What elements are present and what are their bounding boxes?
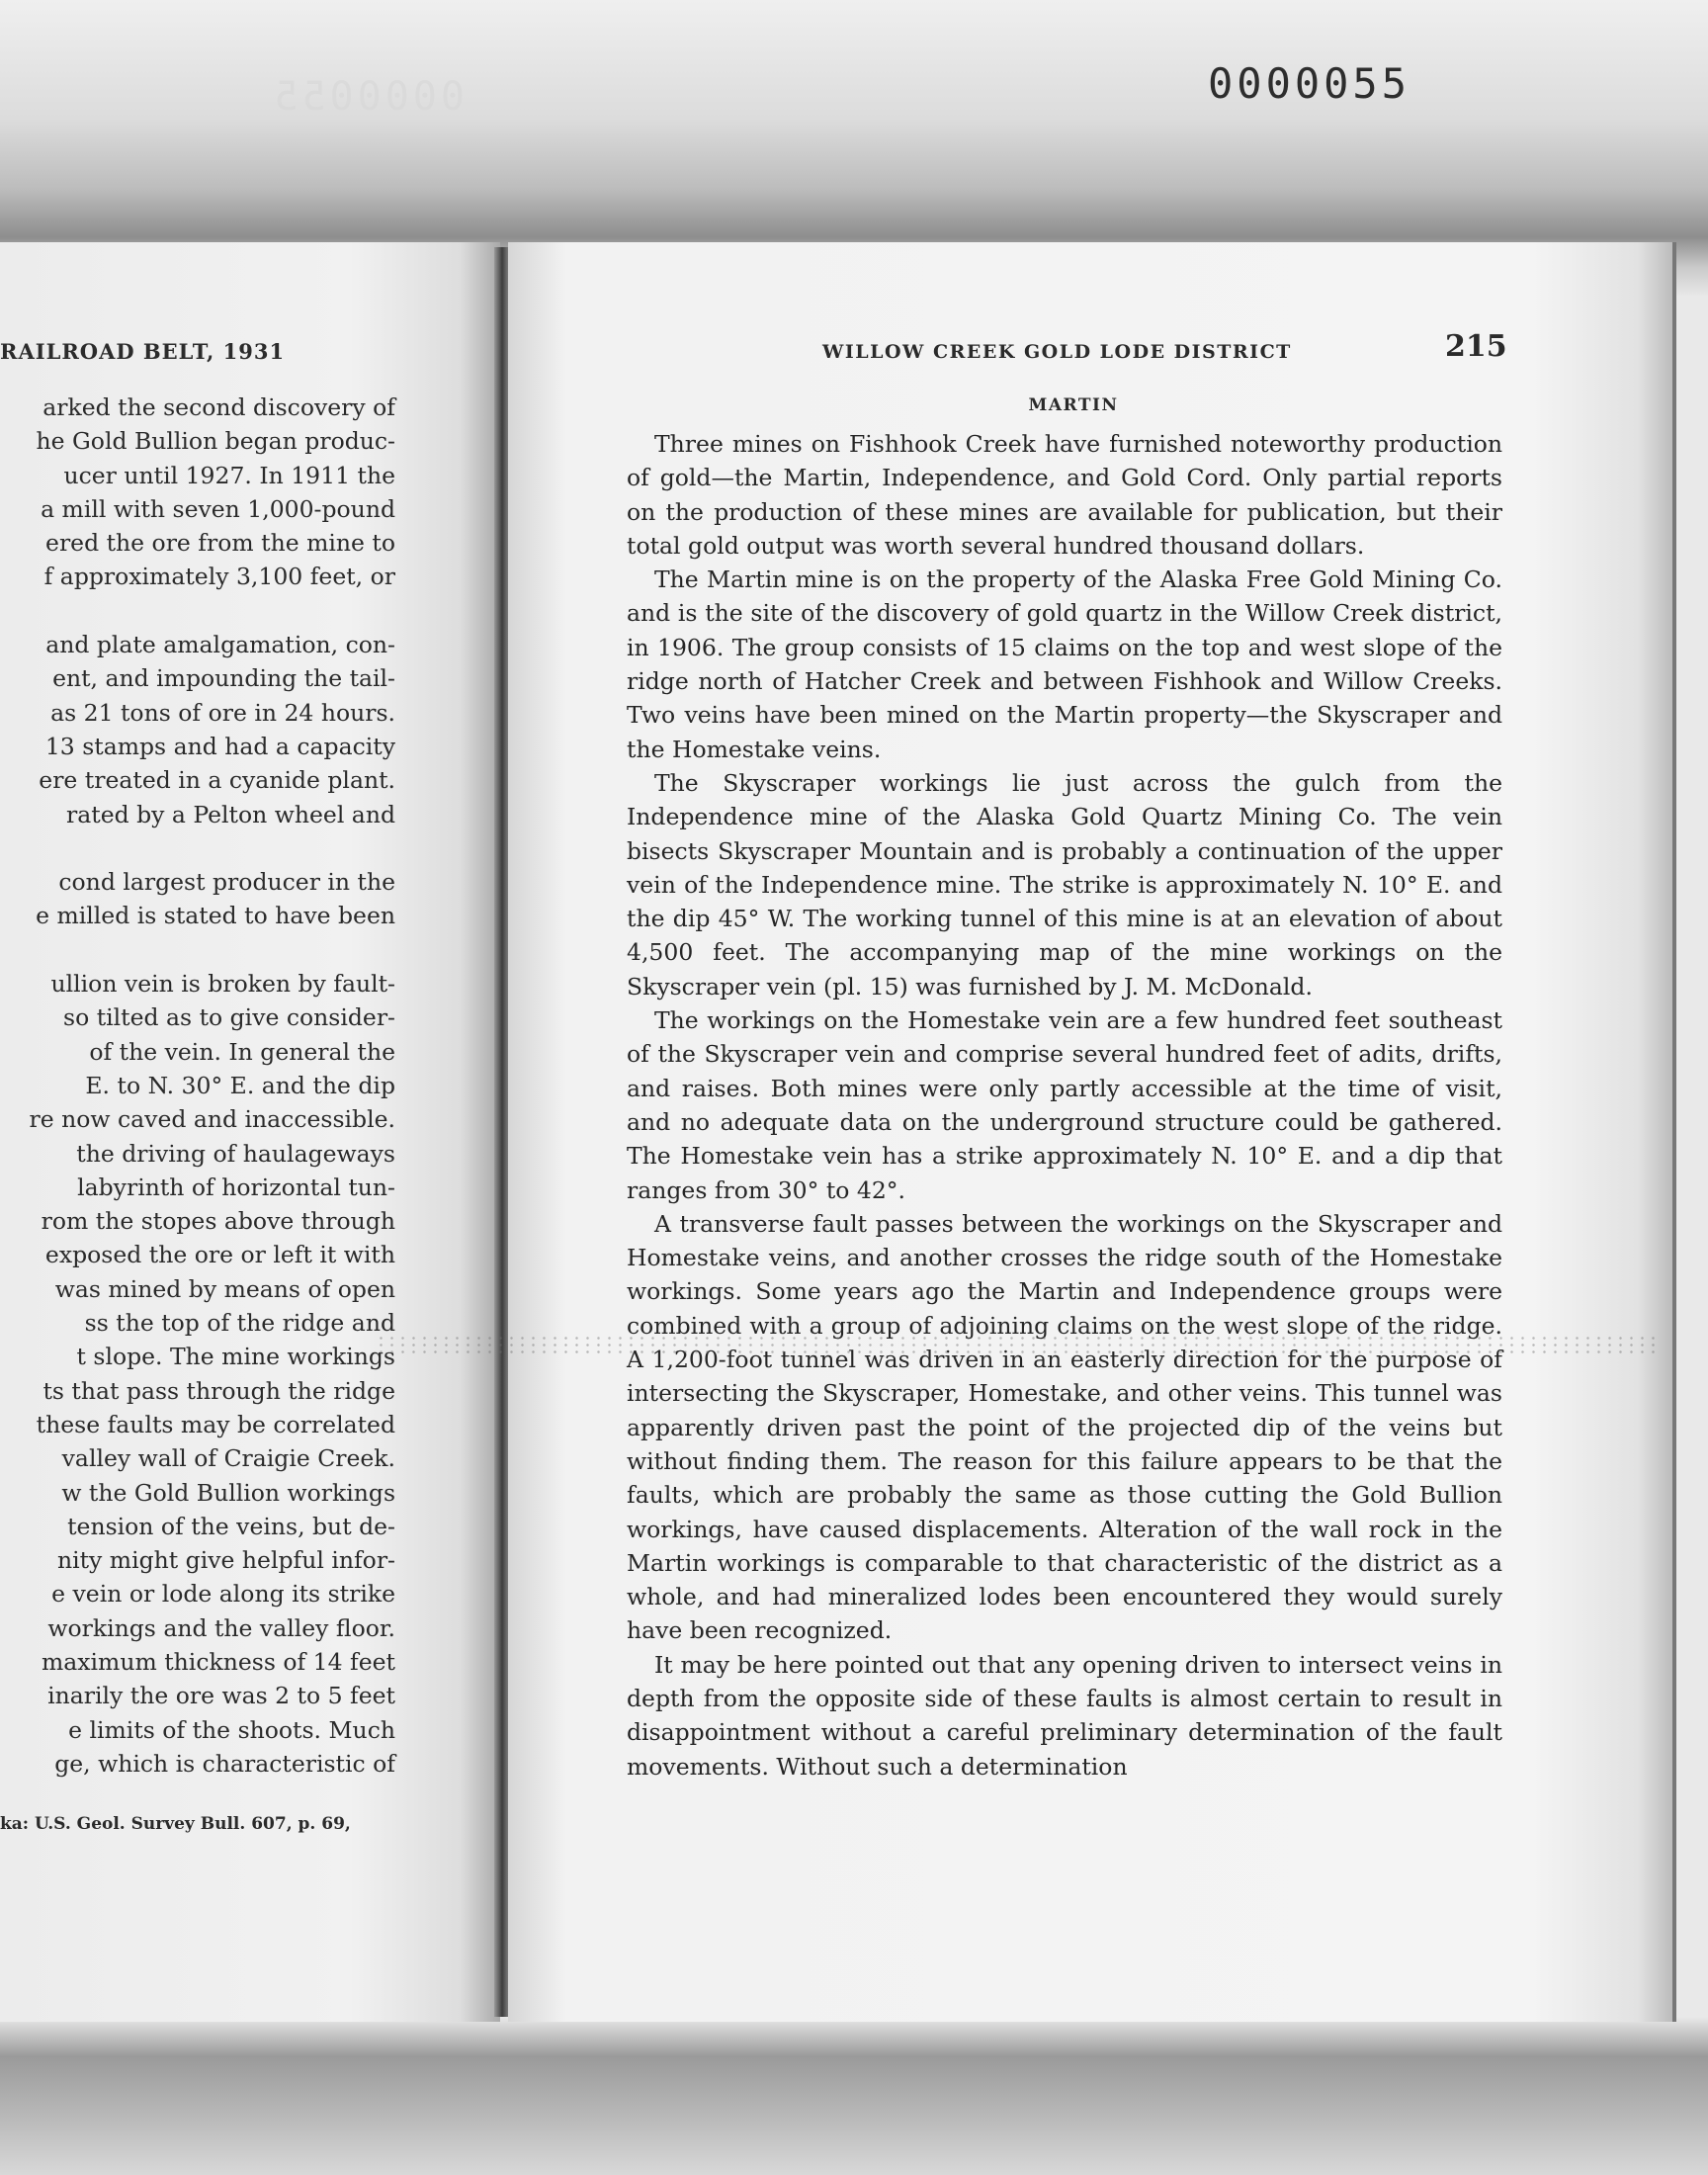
left-text-line: ere treated in a cyanide plant. [39,766,395,795]
left-text-line: these faults may be correlated [36,1410,395,1438]
left-text-line: ts that pass through the ridge [43,1376,395,1405]
bleed-through-stamp: 0000055 [270,74,465,120]
left-text-line: maximum thickness of 14 feet [41,1647,395,1676]
left-text-line: was mined by means of open [54,1274,395,1303]
right-page-body [627,427,1502,1784]
left-text-line: so tilted as to give consider- [63,1003,395,1032]
paragraph: The Skyscraper workings lie just across the gulch from the Independence mine of the Alaska Gold Quartz Mining Co. The vein bisects Skyscraper Mountain and is probably a continuation of the upper vein of the Independence mine. The strike is approximately N. 10° E. and the dip 45° W. The working tunnel of this mine is at an elevation of about 4,500 feet. The accompanying map of the mine workings on the Skyscraper vein (pl. 15) was furnished by J. M. McDonald. [627,768,1502,1000]
left-page-text [0,391,415,1781]
left-text-line: f approximately 3,100 feet, or [43,563,395,591]
left-text-line [0,831,395,865]
left-text-line: re now caved and inaccessible. [29,1105,395,1134]
paragraph: Three mines on Fishhook Creek have furnished noteworthy production of gold—the Martin, Independence, and Gold Cord. Only partial reports on the production of these mines are available for publication, but their total gold output was worth several hundred thousand dollars. [627,430,1502,560]
left-text-line [0,933,395,967]
left-text-line: nity might give helpful infor- [56,1546,395,1575]
paragraph: The workings on the Homestake vein are a few hundred feet southeast of the Skyscraper vein and comprise several hundred feet of adits, drifts, and raises. Both mines were only partly accessible at the time of visit, and no adequate data on the underground structure could be gathered. The Homestake vein has a strike approximately N. 10° E. and a dip that ranges from 30° to 42°. [627,1006,1502,1204]
left-text-line: ered the ore from the mine to [45,529,395,558]
left-text-line: ent, and impounding the tail- [52,664,395,693]
left-running-head: RAILROAD BELT, 1931 [0,339,286,364]
left-text-line: ullion vein is broken by fault- [50,970,395,999]
document-stamp-number: 0000055 [1208,59,1411,108]
left-footnote: ka: U.S. Geol. Survey Bull. 607, p. 69, [0,1814,351,1834]
left-text-line: exposed the ore or left it with [44,1241,395,1269]
left-text-line: e limits of the shoots. Much [68,1715,395,1744]
left-text-line: of the vein. In general the [89,1037,395,1066]
left-text-line: inarily the ore was 2 to 5 feet [47,1682,395,1710]
paragraph: It may be here pointed out that any opening driven to intersect veins in depth from the opposite side of these faults is almost certain to result in disappointment without a careful preliminary determination of the fault movements. Without such a determination [627,1650,1502,1781]
left-text-line: rom the stopes above through [41,1207,395,1236]
left-text-line: cond largest producer in the [58,868,395,897]
left-text-line: valley wall of Craigie Creek. [61,1444,395,1473]
left-text-line: and plate amalgamation, con- [45,631,395,659]
left-text-line: the driving of haulageways [76,1139,395,1168]
right-running-head: WILLOW CREEK GOLD LODE DISTRICT [822,341,1292,363]
left-text-line: arked the second discovery of [43,393,395,421]
left-text-line: rated by a Pelton wheel and [66,800,395,828]
left-text-line [0,594,395,628]
left-text-line: 13 stamps and had a capacity [44,732,395,760]
left-text-line: a mill with seven 1,000-pound [41,494,395,523]
paragraph: A transverse fault passes between the workings on the Skyscraper and Homestake veins, and another crosses the ridge south of the Homestake workings. Some years ago the Martin and Independence groups were combined with a group of adjoining claims on the west slope of the ridge. A 1,200-foot tunnel was driven in an easterly direction for the purpose of intersecting the Skyscraper, Homestake, and other veins. This tunnel was apparently driven past the point of the projected dip of the veins but without finding them. The reason for this failure appears to be that the faults, which are probably the same as those cutting the Gold Bullion workings, have caused displacements. Alteration of the wall rock in the Martin workings is comparable to that characteristic of the district as a whole, and had mineralized lodes been encountered they would surely have been recognized. [627,1209,1502,1645]
left-text-line: E. to N. 30° E. and the dip [85,1071,395,1099]
page-number: 215 [1445,329,1507,364]
left-text-line: tension of the veins, but de- [67,1512,395,1540]
section-title: MARTIN [1028,395,1119,415]
paragraph: The Martin mine is on the property of the Alaska Free Gold Mining Co. and is the site of the discovery of gold quartz in the Willow Creek district, in 1906. The group consists of 15 claims on the top and west slope of the ridge north of Hatcher Creek and between Fishhook and Willow Creeks. Two veins have been mined on the Martin property—the Skyscraper and the Homestake veins. [627,566,1502,763]
scan-speckle-noise [376,1335,1661,1356]
left-text-line: w the Gold Bullion workings [61,1478,395,1507]
left-text-line: ucer until 1927. In 1911 the [63,461,395,489]
left-text-line: e milled is stated to have been [36,902,395,930]
left-text-line: ge, which is characteristic of [54,1749,395,1778]
left-text-line: workings and the valley floor. [47,1613,395,1642]
left-text-line: he Gold Bullion began produc- [36,427,395,456]
left-text-line: e vein or lode along its strike [51,1580,395,1609]
left-text-line: as 21 tons of ore in 24 hours. [50,698,395,727]
left-text-line: ss the top of the ridge and [84,1309,395,1338]
left-text-line: t slope. The mine workings [76,1343,395,1371]
left-page [0,242,500,2022]
left-text-line: labyrinth of horizontal tun- [77,1173,395,1201]
